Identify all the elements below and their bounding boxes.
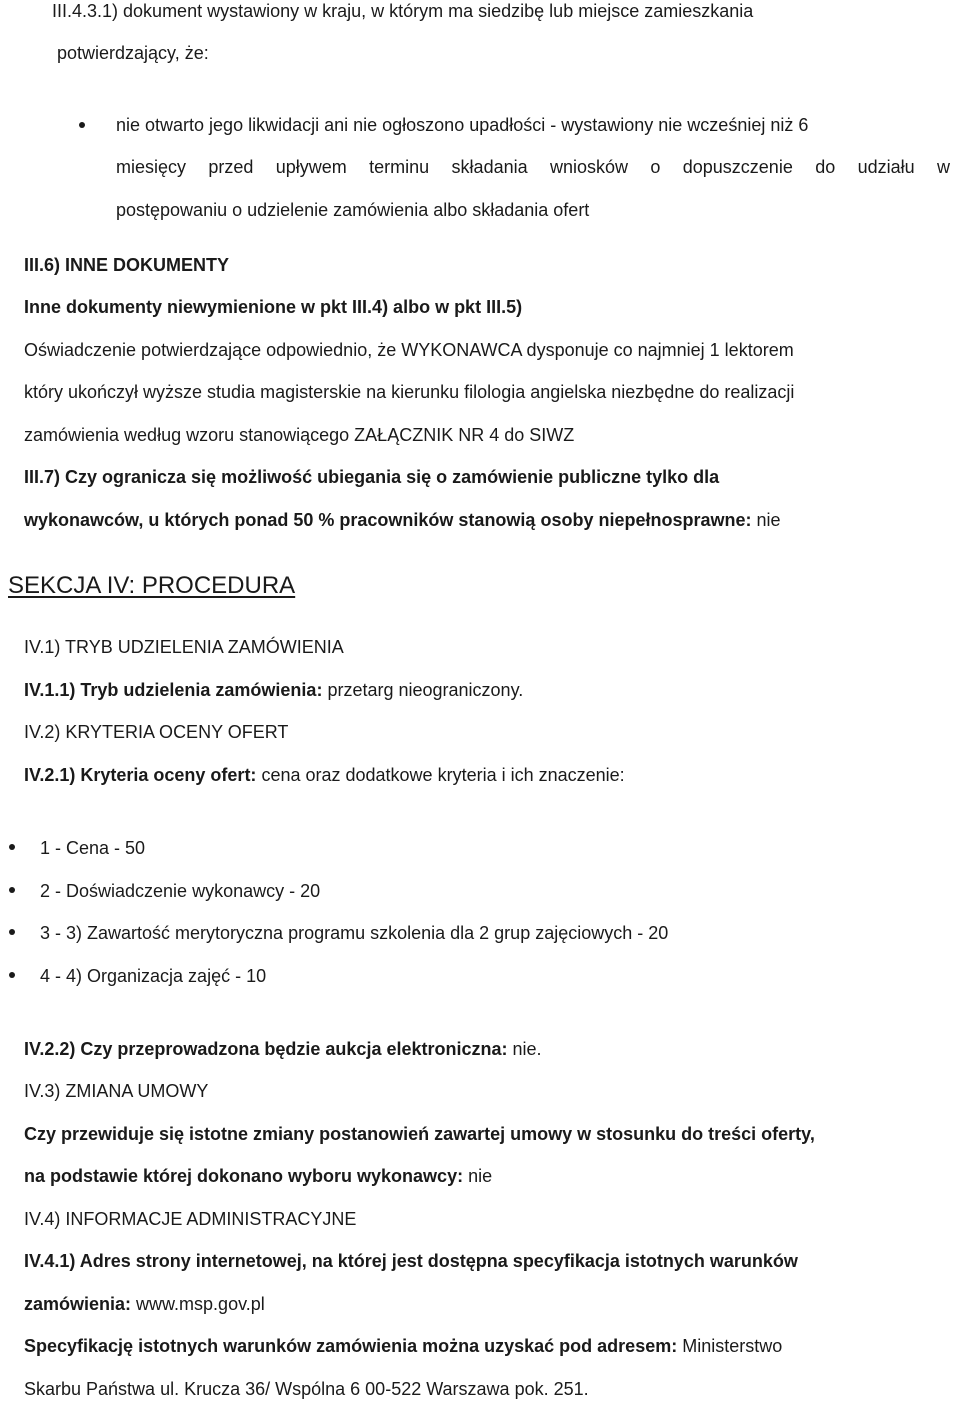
field-value: nie. — [512, 1039, 542, 1059]
section-title: SEKCJA IV: PROCEDURA — [8, 572, 296, 599]
field-value: przetarg nieograniczony. — [327, 680, 524, 700]
subsection-heading: IV.3) ZMIANA UMOWY — [24, 1081, 209, 1101]
bullet-icon — [79, 122, 85, 128]
bullet-icon — [9, 844, 15, 850]
subsection-heading: IV.4) INFORMACJE ADMINISTRACYJNE — [24, 1209, 357, 1229]
list-item: 3 - 3) Zawartość merytoryczna programu szkolenia dla 2 grup zajęciowych - 20 — [40, 923, 669, 943]
answer-value: nie — [468, 1166, 493, 1186]
field-label: Specyfikację istotnych warunków zamówienia można uzyskać pod adresem: — [24, 1336, 678, 1356]
list-item: 1 - Cena - 50 — [40, 838, 146, 858]
bullet-icon — [9, 929, 15, 935]
field-label: IV.4.1) Adres strony internetowej, na której jest dostępna specyfikacja istotnych warunków — [24, 1251, 798, 1271]
doc-line: który ukończył wyższe studia magisterskie na kierunku filologia angielska niezbędne do realizacji — [24, 382, 795, 402]
field-row — [24, 764, 625, 786]
doc-line: zamówienia według wzoru stanowiącego ZAŁĄCZNIK NR 4 do SIWZ — [24, 425, 575, 445]
field-value: Ministerstwo — [682, 1336, 783, 1356]
subheading: Inne dokumenty niewymienione w pkt III.4) albo w pkt III.5) — [24, 297, 523, 317]
subsection-heading: IV.1) TRYB UDZIELENIA ZAMÓWIENIA — [24, 637, 344, 657]
list-item: 4 - 4) Organizacja zajęć - 10 — [40, 966, 267, 986]
question-text: wykonawców, u których ponad 50 % pracowników stanowią osoby niepełnosprawne: — [24, 510, 752, 530]
field-label: IV.1.1) Tryb udzielenia zamówienia: — [24, 680, 323, 700]
bullet-icon — [9, 972, 15, 978]
website-link[interactable]: www.msp.gov.pl — [136, 1294, 265, 1314]
field-row — [24, 1293, 265, 1315]
doc-line: potwierdzający, że: — [57, 43, 209, 63]
question-line — [24, 1165, 492, 1187]
field-label: zamówienia: — [24, 1294, 132, 1314]
question-line: Czy przewiduje się istotne zmiany postanowień zawartej umowy w stosunku do treści oferty, — [24, 1124, 815, 1144]
doc-line: Skarbu Państwa ul. Krucza 36/ Wspólna 6 00-522 Warszawa pok. 251. — [24, 1379, 589, 1399]
question-text: na podstawie której dokonano wyboru wykonawcy: — [24, 1166, 464, 1186]
list-item: 2 - Doświadczenie wykonawcy - 20 — [40, 881, 321, 901]
doc-line: nie otwarto jego likwidacji ani nie ogłoszono upadłości - wystawiony nie wcześniej niż 6 — [116, 115, 809, 135]
question-line — [24, 509, 781, 531]
field-label: IV.2.2) Czy przeprowadzona będzie aukcja elektroniczna: — [24, 1039, 508, 1059]
field-row — [24, 679, 523, 701]
doc-line: Oświadczenie potwierdzające odpowiednio, że WYKONAWCA dysponuje co najmniej 1 lektorem — [24, 340, 794, 360]
field-value: cena oraz dodatkowe kryteria i ich znaczenie: — [261, 765, 625, 785]
subsection-heading: IV.2) KRYTERIA OCENY OFERT — [24, 722, 289, 742]
doc-line: miesięcy przed upływem terminu składania wniosków o dopuszczenie do udziału w — [116, 157, 950, 177]
bullet-icon — [9, 887, 15, 893]
section-heading: III.6) INNE DOKUMENTY — [24, 255, 230, 275]
field-label: IV.2.1) Kryteria oceny ofert: — [24, 765, 257, 785]
answer-value: nie — [756, 510, 781, 530]
doc-line: III.4.3.1) dokument wystawiony w kraju, w którym ma siedzibę lub miejsce zamieszkania — [52, 1, 754, 21]
doc-line: postępowaniu o udzielenie zamówienia albo składania ofert — [116, 200, 590, 220]
field-row — [24, 1038, 542, 1060]
question-line: III.7) Czy ogranicza się możliwość ubiegania się o zamówienie publiczne tylko dla — [24, 467, 720, 487]
field-row — [24, 1335, 782, 1357]
